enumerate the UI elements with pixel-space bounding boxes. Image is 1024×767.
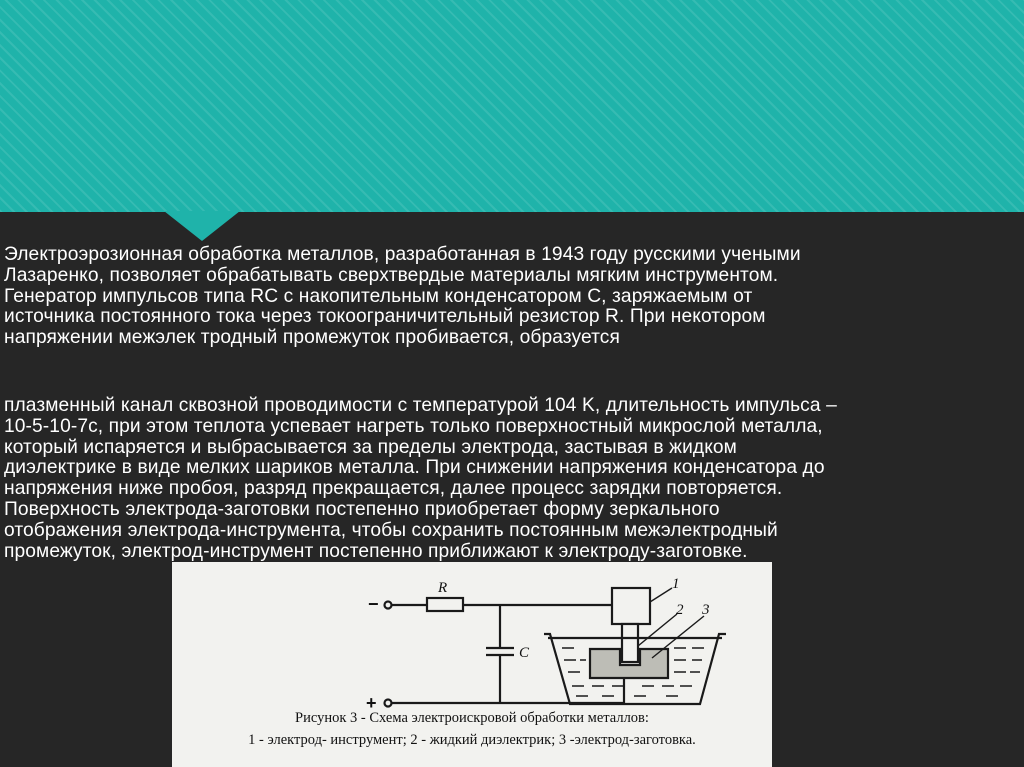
paragraph-1-line: Генератор импульсов типа RC с накопительным конденсатором C, заряжаемым от [4, 285, 753, 307]
paragraph-2-line: диэлектрике в виде мелких шариков металла. При снижении напряжения конденсатора до [4, 457, 825, 479]
minus-label: − [368, 594, 379, 614]
label-3: 3 [702, 602, 710, 618]
resistor-label: R [438, 580, 448, 596]
paragraph-2-line: Поверхность электрода-заготовки постепенно приобретает форму зеркального [4, 498, 720, 520]
plus-terminal [385, 700, 392, 707]
figure-caption-title: Рисунок 3 - Схема электроискровой обработки металлов: [295, 710, 649, 726]
paragraph-2-line: напряжения ниже пробоя, разряд прекращается, далее процесс зарядки повторяется. [4, 478, 783, 500]
tool-electrode [612, 588, 650, 624]
resistor-symbol [427, 598, 463, 611]
paragraph-1 [4, 245, 1022, 349]
label-1: 1 [672, 576, 680, 592]
paragraph-1-line: напряжении межэлек тродный промежуток пробивается, образуется [4, 327, 620, 349]
minus-terminal [385, 602, 392, 609]
teal-header-banner [0, 0, 1024, 212]
paragraph-1-line: источника постоянного тока через токоограничительный резистор R. При некотором [4, 306, 766, 328]
paragraph-2-line: 10-5-10-7с, при этом теплота успевает нагреть только поверхностный микрослой металла, [4, 415, 823, 437]
paragraph-2-line: промежуток, электрод-инструмент постепенно приближают к электроду-заготовке. [4, 540, 748, 562]
tool-electrode-tip [622, 624, 638, 662]
paragraph-1-line: Электроэрозионная обработка металлов, разработанная в 1943 году русскими учеными [4, 244, 801, 265]
plus-label: + [366, 693, 377, 713]
banner-notch [164, 211, 240, 241]
figure-caption-legend: 1 - электрод- инструмент; 2 - жидкий диэлектрик; 3 -электрод-заготовка. [248, 732, 696, 748]
paragraph-2 [4, 396, 1022, 562]
paragraph-1-line: Лазаренко, позволяет обрабатывать сверхтвердые материалы мягким инструментом. [4, 264, 779, 286]
capacitor-label: C [519, 645, 530, 661]
paragraph-2-line: плазменный канал сквозной проводимости с температурой 104 K, длительность импульса – [4, 395, 837, 416]
label-2: 2 [676, 602, 684, 618]
paragraph-2-line: отображения электрода-инструмента, чтобы сохранить постоянным межэлектродный [4, 519, 778, 541]
circuit-figure [172, 562, 772, 767]
paragraph-2-line: который испаряется и выбрасывается за пределы электрода, застывая в жидком [4, 436, 737, 458]
